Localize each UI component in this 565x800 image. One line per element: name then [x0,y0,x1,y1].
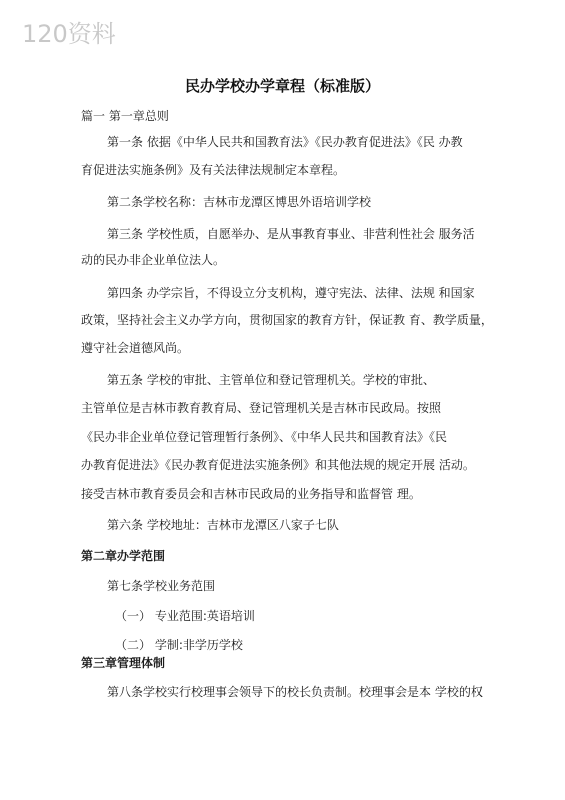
text-line: （二） 学制:非学历学校 [115,638,243,652]
text-line: （一） 专业范围:英语培训 [115,609,255,623]
document-title: 民办学校办学章程（标准版） [184,77,380,95]
text-line: 政策，坚持社会主义办学方向，贯彻国家的教育方针，保证教 育、教学质量， [81,313,493,327]
text-line: 第四条 办学宗旨，不得设立分支机构，遵守宪法、法律、法规 和国家 [107,286,475,300]
watermark: 120资料 [22,20,116,48]
text-line: 动的民办非企业单位法人。 [81,253,226,267]
text-line: 《民办非企业单位登记管理暂行条例》、《中华人民共和国教育法》《民 [81,430,448,444]
text-line: 第六条 学校地址：吉林市龙潭区八家子七队 [107,518,339,532]
text-line: 接受吉林市教育委员会和吉林市民政局的业务指导和监督管 理。 [81,487,421,501]
text-line: 篇一 第一章总则 [81,109,169,123]
text-line: 办教育促进法》《民办教育促进法实施条例》和其他法规的规定开展 活动。 [81,458,475,472]
text-line: 第一条 依据《中华人民共和国教育法》《民办教育促进法》《民 办教 [107,135,463,149]
text-line: 遵守社会道德风尚。 [81,341,190,355]
text-line: 第八条学校实行校理事会领导下的校长负责制。校理事会是本 学校的权 [107,685,483,699]
section-heading: 第三章管理体制 [81,656,166,670]
text-line: 第二条学校名称：吉林市龙潭区博思外语培训学校 [107,195,372,209]
text-line: 第三条 学校性质，自愿举办、是从事教育事业、非营利性社会 服务活 [107,227,475,241]
text-line: 第五条 学校的审批、主管单位和登记管理机关。学校的审批、 [107,373,435,387]
text-line: 主管单位是吉林市教育教育局、登记管理机关是吉林市民政局。按照 [81,401,442,415]
text-line: 育促进法实施条例》及有关法律法规制定本章程。 [81,163,346,177]
section-heading: 第二章办学范围 [81,549,166,563]
text-line: 第七条学校业务范围 [107,579,216,593]
